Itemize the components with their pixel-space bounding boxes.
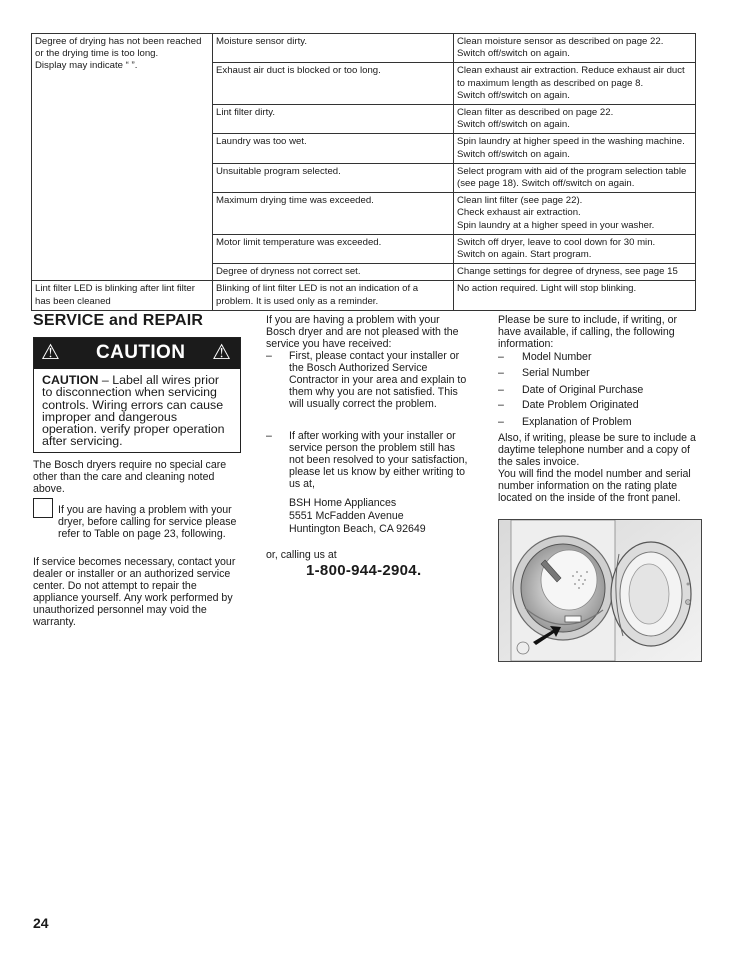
warning-icon: ⚠	[212, 341, 231, 364]
bullet-dash: –	[498, 416, 504, 428]
paragraph: Please be sure to include, if writing, or have available, if calling, the following information:	[498, 314, 678, 351]
note-text: If you are having a problem with your dryer, before calling for service please refer to Table on page 23, following.	[58, 504, 237, 541]
caution-body-text: – Label all wires prior to disconnection when servicing controls. Wiring errors can cause improper and dangerous operation. verify proper operation after servicing.	[42, 373, 225, 449]
address-line: Huntington Beach, CA 92649	[289, 523, 426, 535]
remedy-cell: Select program with aid of the program selection table (see page 18). Switch off/switch on again.	[454, 163, 696, 192]
paragraph: The Bosch dryers require no special care other than the care and cleaning noted above.	[33, 459, 227, 496]
problem-cell: Lint filter LED is blinking after lint filter has been cleaned	[32, 281, 213, 310]
list-item: Date of Original Purchase	[522, 384, 644, 396]
caution-lead: CAUTION	[42, 373, 99, 387]
list-item: Model Number	[522, 351, 592, 363]
paragraph: If service becomes necessary, contact your dealer or installer or an authorized service center. Do not attempt to repair the appliance yourself. Any work performed by unauthorized personnel may void the warranty.	[33, 556, 236, 629]
paragraph: If you are having a problem with your Bosch dryer and are not pleased with the service you have received:	[266, 314, 459, 351]
list-item: First, please contact your installer or the Bosch Authorized Service Contractor in your area and explain to them why you are not satisfied. This will usually correct the problem.	[289, 350, 467, 411]
remedy-cell: No action required. Light will stop blinking.	[454, 281, 696, 310]
remedy-cell: Change settings for degree of dryness, see page 15	[454, 264, 696, 281]
dryer-rating-plate-photo	[498, 519, 702, 662]
warning-icon: ⚠	[41, 341, 60, 364]
address-line: 5551 McFadden Avenue	[289, 510, 404, 522]
paragraph: or, calling us at	[266, 549, 337, 561]
remedy-cell: Switch off dryer, leave to cool down for 30 min. Switch on again. Start program.	[454, 234, 696, 263]
problem-cell: Degree of drying has not been reached or the drying time is too long. Display may indicate “ ”.	[32, 34, 213, 281]
list-item: If after working with your installer or service person the problem still has not been resolved to your satisfaction, please let us know by either writing to us at,	[289, 430, 468, 491]
note-checkbox-icon	[33, 498, 53, 518]
list-item: Serial Number	[522, 367, 590, 379]
cause-cell: Moisture sensor dirty.	[213, 34, 454, 63]
bullet-dash: –	[266, 430, 272, 442]
bullet-dash: –	[498, 384, 504, 396]
remedy-cell: Clean exhaust air extraction. Reduce exhaust air duct to maximum length as described on page 8. Switch off/switch on again.	[454, 63, 696, 105]
table-row	[32, 281, 696, 310]
section-heading: SERVICE and REPAIR	[33, 312, 204, 329]
caution-title: CAUTION	[96, 342, 186, 363]
bullet-dash: –	[266, 350, 272, 362]
address-line: BSH Home Appliances	[289, 497, 397, 509]
table-row	[32, 34, 696, 63]
cause-cell: Laundry was too wet.	[213, 134, 454, 163]
caution-box	[33, 337, 241, 453]
caution-header	[34, 338, 240, 369]
remedy-cell: Clean lint filter (see page 22). Check exhaust air extraction. Spin laundry at a higher speed in your washer.	[454, 193, 696, 235]
caution-text	[34, 369, 240, 448]
cause-cell: Lint filter dirty.	[213, 105, 454, 134]
cause-cell: Degree of dryness not correct set.	[213, 264, 454, 281]
remedy-cell: Clean moisture sensor as described on page 22. Switch off/switch on again.	[454, 34, 696, 63]
cause-cell: Maximum drying time was exceeded.	[213, 193, 454, 235]
remedy-cell: Spin laundry at higher speed in the washing machine. Switch off/switch on again.	[454, 134, 696, 163]
dryer-open-door-icon	[499, 520, 701, 661]
cause-cell: Blinking of lint filter LED is not an indication of a problem. It is used only as a reminder.	[213, 281, 454, 310]
bullet-dash: –	[498, 351, 504, 363]
phone-number: 1-800-944-2904.	[306, 562, 422, 579]
paragraph: Also, if writing, please be sure to include a daytime telephone number and a copy of the sales invoice. You will find the model number and serial number information on the rating plate located on the inside of the front panel.	[498, 432, 696, 505]
bullet-dash: –	[498, 367, 504, 379]
remedy-cell: Clean filter as described on page 22. Switch off/switch on again.	[454, 105, 696, 134]
page-number: 24	[33, 915, 49, 931]
cause-cell: Unsuitable program selected.	[213, 163, 454, 192]
bullet-dash: –	[498, 399, 504, 411]
cause-cell: Exhaust air duct is blocked or too long.	[213, 63, 454, 105]
list-item: Date Problem Originated	[522, 399, 639, 411]
troubleshooting-table	[31, 33, 696, 311]
cause-cell: Motor limit temperature was exceeded.	[213, 234, 454, 263]
list-item: Explanation of Problem	[522, 416, 632, 428]
